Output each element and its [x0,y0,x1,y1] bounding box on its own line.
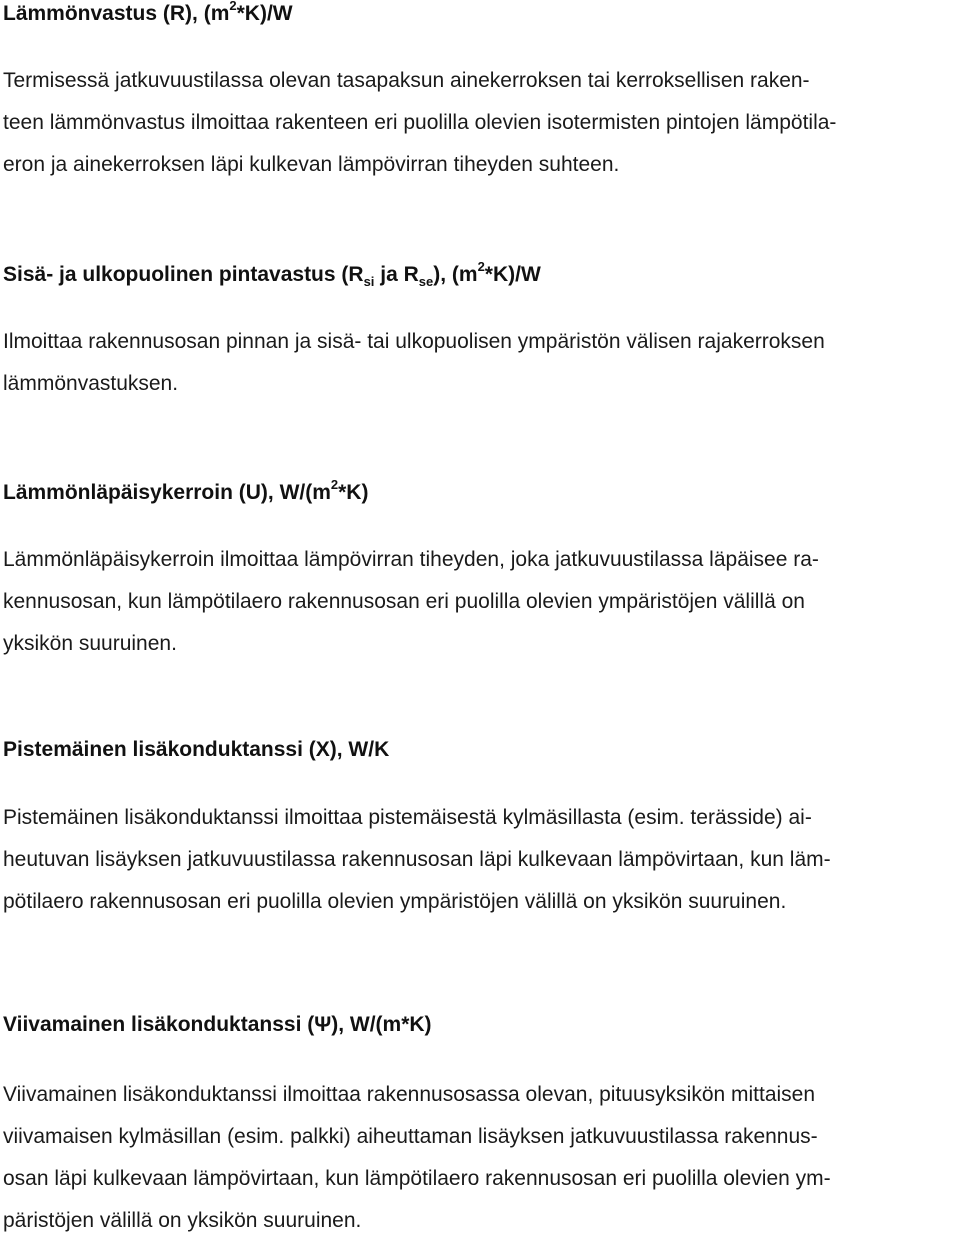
paragraph-point-conductance [3,797,953,923]
paragraph-thermal-resistance [3,60,953,186]
text-line: heutuvan lisäyksen jatkuvuustilassa rakennusosan läpi kulkevaan lämpövirtaan, kun läm- [3,848,831,871]
text-line: Pistemäinen lisäkonduktanssi ilmoittaa pistemäisestä kylmäsillasta (esim. terässide) ai- [3,806,812,829]
text-line: osan läpi kulkevaan lämpövirtaan, kun lämpötilaero rakennusosan eri puolilla olevien ym- [3,1167,831,1190]
text-line: eron ja ainekerroksen läpi kulkevan lämpövirran tiheyden suhteen. [3,153,620,176]
text-line: yksikön suuruinen. [3,632,177,655]
text-line: viivamaisen kylmäsillan (esim. palkki) aiheuttaman lisäyksen jatkuvuustilassa rakennus- [3,1125,818,1148]
text-line: Lämmönläpäisykerroin ilmoittaa lämpövirran tiheyden, joka jatkuvuustilassa läpäisee ra- [3,548,819,571]
text-line: Viivamainen lisäkonduktanssi ilmoittaa rakennusosassa olevan, pituusyksikön mittaisen [3,1083,816,1106]
section-linear-conductance [3,1012,953,1242]
heading-u-value: Lämmönläpäisykerroin (U), $W/(m^2*K)$ [3,477,369,504]
section-point-conductance [3,737,953,923]
paragraph-surface-resistance [3,321,953,405]
heading-surface-resistance: Sisä- ja ulkopuolinen pintavastus ($R_{si}$ ja $R_{se}$), $(m^2*K)/W$ [3,259,541,290]
section-u-value [3,477,953,665]
heading-linear-conductance: Viivamainen lisäkonduktanssi (Ψ), W/(m*K) [3,1013,432,1036]
text-line: päristöjen välillä on yksikön suuruinen. [3,1209,362,1232]
heading-point-conductance: Pistemäinen lisäkonduktanssi (X), W/K [3,738,390,761]
text-line: lämmönvastuksen. [3,372,179,395]
text-line: kennusosan, kun lämpötilaero rakennusosan eri puolilla olevien ympäristöjen välillä on [3,590,805,613]
text-line: pötilaero rakennusosan eri puolilla olevien ympäristöjen välillä on yksikön suuruinen. [3,890,787,913]
paragraph-linear-conductance [3,1074,953,1242]
section-surface-resistance [3,259,953,405]
heading-thermal-resistance: Lämmönvastus (R), $(m^2*K)/W$ [3,0,293,25]
text-line: Termisessä jatkuvuustilassa olevan tasapaksun ainekerroksen tai kerroksellisen raken- [3,69,810,92]
text-line: Ilmoittaa rakennusosan pinnan ja sisä- tai ulkopuolisen ympäristön välisen rajakerroksen [3,330,825,353]
text-line: teen lämmönvastus ilmoittaa rakenteen eri puolilla olevien isotermisten pintojen lämpötila- [3,111,837,134]
section-thermal-resistance [3,1,953,186]
paragraph-u-value [3,539,953,665]
